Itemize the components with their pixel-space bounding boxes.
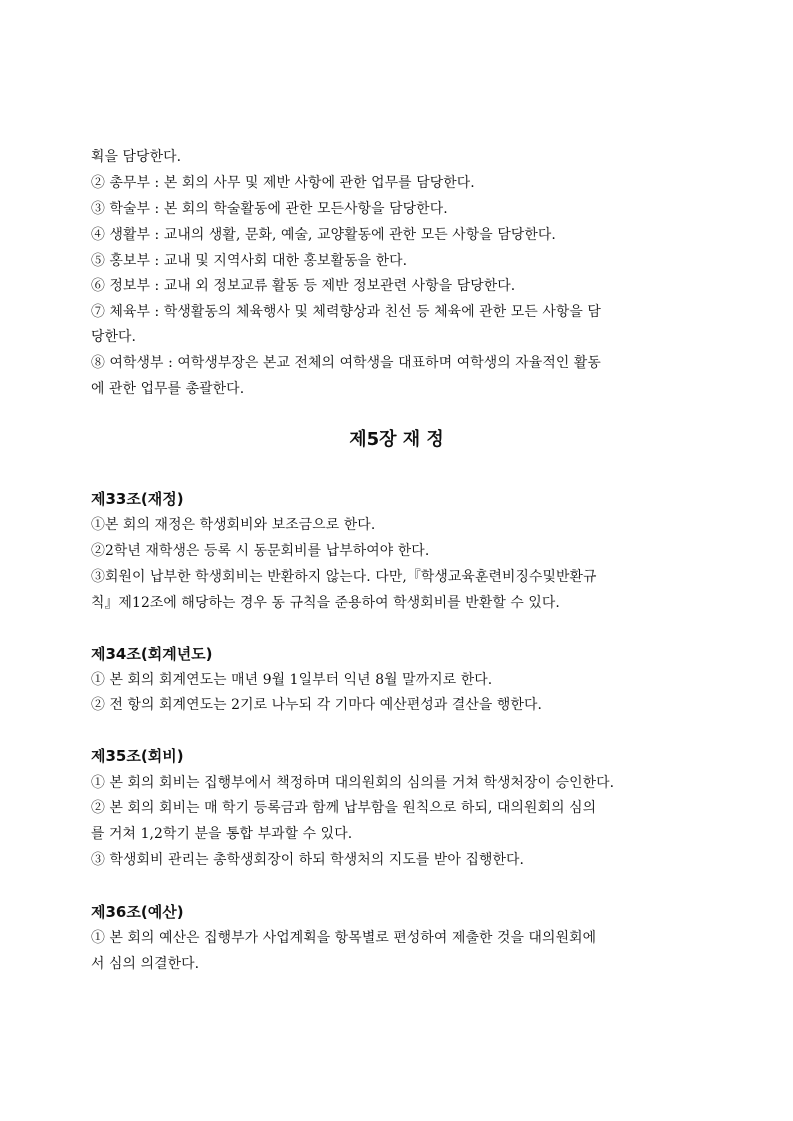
body-line: ⑥ 정보부 : 교내 외 정보교류 활동 등 제반 정보관련 사항을 담당한다. (91, 278, 516, 294)
article-line: ③ 학생회비 관리는 총학생회장이 하되 학생처의 지도를 받아 집행한다. (91, 852, 525, 868)
article-line: ①본 회의 재정은 학생회비와 보조금으로 한다. (91, 517, 376, 533)
body-line: ④ 생활부 : 교내의 생활, 문화, 예술, 교양활동에 관한 모든 사항을 담당한다. (91, 227, 556, 243)
body-line: 당한다. (91, 329, 137, 345)
body-line: ② 총무부 : 본 회의 사무 및 제반 사항에 관한 업무를 담당한다. (91, 175, 475, 191)
article-line: 서 심의 의결한다. (91, 956, 200, 972)
article-title: 제34조(회계년도) (91, 645, 213, 663)
article-line: ②2학년 재학생은 등록 시 동문회비를 납부하여야 한다. (91, 543, 430, 559)
article-line: ① 본 회의 회비는 집행부에서 책정하며 대의원회의 심의를 거쳐 학생처장이 승인한다. (91, 775, 615, 791)
body-line: 획을 담당한다. (91, 149, 182, 165)
article-title: 제35조(회비) (91, 747, 184, 765)
body-line: ⑤ 홍보부 : 교내 및 지역사회 대한 홍보활동을 한다. (91, 253, 408, 269)
article-line: ② 전 항의 회계연도는 2기로 나누되 각 기마다 예산편성과 결산을 행한다. (91, 697, 543, 713)
chapter-title: 제5장 재 정 (349, 429, 444, 450)
body-line: ③ 학술부 : 본 회의 학술활동에 관한 모든사항을 담당한다. (91, 201, 448, 217)
body-line: ⑧ 여학생부 : 여학생부장은 본교 전체의 여학생을 대표하며 여학생의 자율적인 활동 (91, 355, 601, 371)
article-line: 칙』제12조에 해당하는 경우 동 규칙을 준용하여 학생회비를 반환할 수 있다. (91, 595, 560, 611)
article-line: 를 거쳐 1,2학기 분을 통합 부과할 수 있다. (91, 826, 353, 842)
article-line: ① 본 회의 예산은 집행부가 사업계획을 항목별로 편성하여 제출한 것을 대의원회에 (91, 930, 597, 946)
article-line: ③회원이 납부한 학생회비는 반환하지 않는다. 다만,『학생교육훈련비징수및반환규 (91, 569, 597, 585)
body-line: ⑦ 체육부 : 학생활동의 체육행사 및 체력향상과 친선 등 체육에 관한 모든 사항을 담 (91, 304, 601, 320)
article-title: 제33조(재정) (91, 490, 184, 508)
article-line: ② 본 회의 회비는 매 학기 등록금과 함께 납부함을 원칙으로 하되, 대의원회의 심의 (91, 800, 597, 816)
article-line: ① 본 회의 회계연도는 매년 9월 1일부터 익년 8월 말까지로 한다. (91, 672, 493, 688)
body-line: 에 관한 업무를 총괄한다. (91, 381, 245, 397)
article-title: 제36조(예산) (91, 903, 184, 921)
